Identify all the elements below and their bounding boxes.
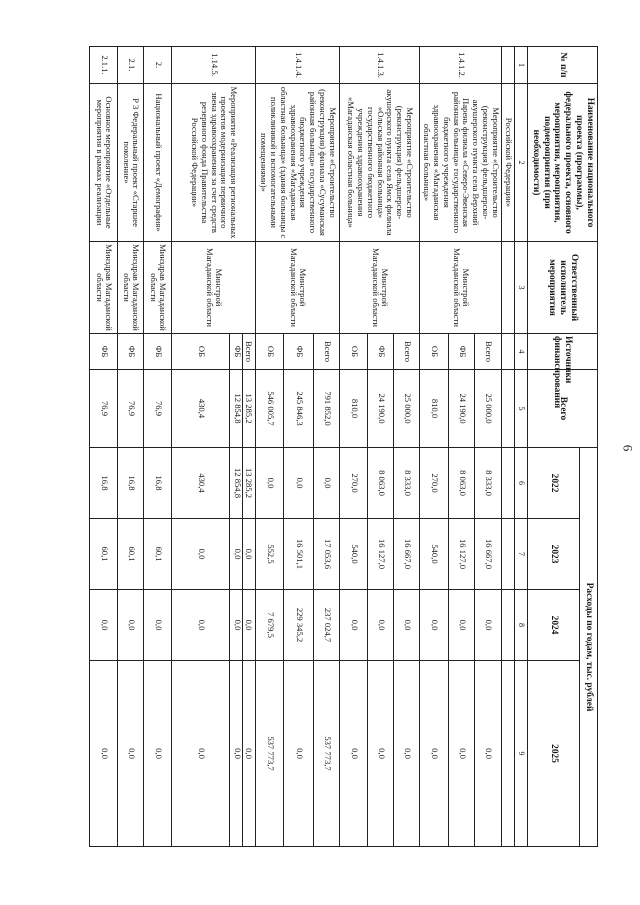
table-cell bbox=[502, 370, 515, 448]
row-2024: 0,0 bbox=[144, 590, 172, 661]
row-2024: 0,0 bbox=[448, 590, 475, 661]
row-source: ФБ bbox=[144, 334, 172, 370]
row-number: 1.4.1.4. bbox=[256, 47, 340, 84]
row-2025: 0,0 bbox=[172, 661, 230, 847]
table-row bbox=[314, 47, 340, 847]
row-total: 76,9 bbox=[144, 370, 172, 448]
row-total: 245 846,3 bbox=[284, 370, 314, 448]
row-2023: 17 053,6 bbox=[314, 519, 340, 590]
row-name: Р 3 Федеральный проект «Старшее поколение» bbox=[118, 84, 144, 242]
table-cell bbox=[502, 334, 515, 370]
row-2022: 430,4 bbox=[172, 448, 230, 519]
header-name: Наименование национального проекта (программы), федерального проекта, основного мероприятия, мероприятия, подмероприятия (при необходимости) bbox=[528, 84, 598, 242]
row-2022: 270,0 bbox=[420, 448, 449, 519]
row-2023: 552,5 bbox=[256, 519, 284, 590]
column-index: 3 bbox=[515, 242, 528, 334]
row-executor: Минздрав Магаданской области bbox=[118, 242, 144, 334]
row-source-split bbox=[230, 334, 256, 370]
row-source: Всего bbox=[394, 334, 420, 370]
column-index: 9 bbox=[515, 661, 528, 847]
row-2022: 0,0 bbox=[256, 448, 284, 519]
row-total: 12 854,8 bbox=[232, 370, 243, 447]
row-2022-split bbox=[230, 448, 256, 519]
row-2022: 13 285,2 bbox=[244, 467, 254, 499]
row-name-continued: Российской Федерации» bbox=[502, 84, 515, 242]
row-2025: 0,0 bbox=[90, 661, 118, 847]
row-2023: 60,1 bbox=[90, 519, 118, 590]
row-executor: Минздрав Магаданской области bbox=[144, 242, 172, 334]
table-cell bbox=[502, 47, 515, 84]
column-index: 7 bbox=[515, 519, 528, 590]
header-source: Источники финансирования bbox=[528, 334, 598, 370]
page-number: 6 bbox=[620, 444, 636, 452]
row-total: 76,9 bbox=[118, 370, 144, 448]
row-total: 76,9 bbox=[90, 370, 118, 448]
row-2025: 0,0 bbox=[475, 661, 502, 847]
row-2023: 0,0 bbox=[232, 519, 243, 589]
row-source: ФБ bbox=[118, 334, 144, 370]
header-year-2024: 2024 bbox=[528, 590, 580, 661]
table-cell bbox=[502, 519, 515, 590]
row-2022: 8 063,0 bbox=[368, 448, 394, 519]
row-source: ОБ bbox=[172, 334, 230, 370]
row-2024: 0,0 bbox=[244, 619, 254, 631]
row-2024: 0,0 bbox=[475, 590, 502, 661]
column-index: 2 bbox=[515, 84, 528, 242]
table-row bbox=[475, 47, 502, 847]
row-number: 2.1.1. bbox=[90, 47, 118, 84]
row-total: 810,0 bbox=[420, 370, 449, 448]
table-row bbox=[230, 47, 256, 847]
row-executor: Минздрав Магаданской области bbox=[90, 242, 118, 334]
column-index: 8 bbox=[515, 590, 528, 661]
row-executor: Минстрой Магаданской области bbox=[340, 242, 420, 334]
row-2024: 237 024,7 bbox=[314, 590, 340, 661]
table-row bbox=[90, 47, 118, 847]
row-total: 546 005,7 bbox=[256, 370, 284, 448]
table-cell bbox=[502, 590, 515, 661]
row-2025: 0,0 bbox=[144, 661, 172, 847]
row-2024: 0,0 bbox=[172, 590, 230, 661]
row-source: ОБ bbox=[256, 334, 284, 370]
row-2022: 16,8 bbox=[144, 448, 172, 519]
header-no: № п/п bbox=[528, 47, 598, 84]
row-2022: 8 063,0 bbox=[448, 448, 475, 519]
column-index: 4 bbox=[515, 334, 528, 370]
row-2024: 0,0 bbox=[232, 590, 243, 660]
row-2022: 16,8 bbox=[90, 448, 118, 519]
row-total: 13 285,2 bbox=[244, 393, 254, 424]
row-number: 2. bbox=[144, 47, 172, 84]
row-2024: 229 345,2 bbox=[284, 590, 314, 661]
row-source: Всего bbox=[475, 334, 502, 370]
row-executor: Минстрой Магаданской области bbox=[172, 242, 256, 334]
row-name: Основное мероприятие «Отдельные мероприятия в рамках реализации bbox=[90, 84, 118, 242]
row-total: 810,0 bbox=[340, 370, 368, 448]
row-2025: 0,0 bbox=[284, 661, 314, 847]
row-2025-split bbox=[230, 661, 256, 847]
row-total-split bbox=[230, 370, 256, 448]
row-2022: 8 333,0 bbox=[394, 448, 420, 519]
row-name: Мероприятие «Реализация региональных проектов модернизации первичного звена здравоохранения за счет средств резервного фонда Правительства Российской Федерации» bbox=[172, 84, 256, 242]
row-2023: 16 501,1 bbox=[284, 519, 314, 590]
row-2025: 0,0 bbox=[368, 661, 394, 847]
header-years-group: Расходы по годам, тыс. рублей bbox=[580, 448, 598, 847]
row-source: ОБ bbox=[340, 334, 368, 370]
row-2023-split bbox=[230, 519, 256, 590]
row-2023: 540,0 bbox=[340, 519, 368, 590]
row-2025: 0,0 bbox=[394, 661, 420, 847]
row-2023: 16 667,0 bbox=[394, 519, 420, 590]
header-year-2022: 2022 bbox=[528, 448, 580, 519]
row-2022: 8 333,0 bbox=[475, 448, 502, 519]
row-name: Мероприятие «Строительство (реконструкция) фельдшерско-акушерского пункта села Ямск филиала «Ольская районная больница» государственного бюджетного учреждения здравоохранения «Магаданская областная больница» bbox=[340, 84, 420, 242]
row-2025: 0,0 bbox=[232, 661, 243, 846]
row-2024: 0,0 bbox=[90, 590, 118, 661]
row-name: Национальный проект «Демография» bbox=[144, 84, 172, 242]
row-2023: 60,1 bbox=[144, 519, 172, 590]
row-total: 24 190,0 bbox=[368, 370, 394, 448]
row-2024: 0,0 bbox=[118, 590, 144, 661]
row-2023: 60,1 bbox=[118, 519, 144, 590]
row-total: 791 852,0 bbox=[314, 370, 340, 448]
header-executor: Ответственный исполнитель мероприятия bbox=[528, 242, 598, 334]
row-2024: 0,0 bbox=[340, 590, 368, 661]
row-2025: 0,0 bbox=[118, 661, 144, 847]
row-2023: 16 127,0 bbox=[448, 519, 475, 590]
row-executor: Минстрой Магаданской области bbox=[256, 242, 340, 334]
row-total: 25 000,0 bbox=[394, 370, 420, 448]
row-2024-split bbox=[230, 590, 256, 661]
row-source: ФБ bbox=[448, 334, 475, 370]
row-name: Мероприятие «Строительство (реконструкция) фельдшерско-акушерского пункта села Верхний Парень филиала «Северо-Эвенская районная больница» государственного бюджетного учреждения здравоохранения «Магаданская областная больница» bbox=[420, 84, 502, 242]
expenses-table bbox=[89, 46, 598, 847]
row-2022: 16,8 bbox=[118, 448, 144, 519]
row-2025: 537 773,7 bbox=[256, 661, 284, 847]
row-2024: 0,0 bbox=[420, 590, 449, 661]
row-2022: 0,0 bbox=[284, 448, 314, 519]
row-2023: 16 127,0 bbox=[368, 519, 394, 590]
row-2024: 0,0 bbox=[394, 590, 420, 661]
row-2022: 270,0 bbox=[340, 448, 368, 519]
column-index: 5 bbox=[515, 370, 528, 448]
row-source: Всего bbox=[314, 334, 340, 370]
row-2025: 0,0 bbox=[420, 661, 449, 847]
row-number: 1.4.1.2. bbox=[420, 47, 502, 84]
row-name: Мероприятие «Строительство (реконструкция) филиала «Сусуманская районная больница» государственного бюджетного учреждения здравоохранения «Магаданская областная больница» (здания больницы с поликлиникой и вспомогательными помещениями)» bbox=[256, 84, 340, 242]
row-total: 430,4 bbox=[172, 370, 230, 448]
row-2024: 7 679,5 bbox=[256, 590, 284, 661]
row-total: 25 000,0 bbox=[475, 370, 502, 448]
table-row bbox=[144, 47, 172, 847]
rotated-table-container bbox=[94, 46, 598, 846]
header-year-2023: 2023 bbox=[528, 519, 580, 590]
column-index: 1 bbox=[515, 47, 528, 84]
row-2023: 0,0 bbox=[244, 548, 254, 560]
row-2025: 0,0 bbox=[448, 661, 475, 847]
row-source: ФБ bbox=[232, 334, 243, 369]
table-cell bbox=[502, 242, 515, 334]
row-2025: 537 773,7 bbox=[314, 661, 340, 847]
row-number: 2.1. bbox=[118, 47, 144, 84]
row-source: ФБ bbox=[90, 334, 118, 370]
row-executor: Минстрой Магаданской области bbox=[420, 242, 502, 334]
table-row bbox=[394, 47, 420, 847]
header-total: Всего bbox=[528, 370, 598, 448]
row-2023: 16 667,0 bbox=[475, 519, 502, 590]
row-source: ФБ bbox=[284, 334, 314, 370]
row-source: Всего bbox=[244, 340, 254, 363]
row-source: ФБ bbox=[368, 334, 394, 370]
table-cell bbox=[502, 661, 515, 847]
table-row bbox=[118, 47, 144, 847]
table-cell bbox=[502, 448, 515, 519]
row-2024: 0,0 bbox=[368, 590, 394, 661]
row-total: 24 190,0 bbox=[448, 370, 475, 448]
row-2022: 0,0 bbox=[314, 448, 340, 519]
row-source: ОБ bbox=[420, 334, 449, 370]
row-2023: 540,0 bbox=[420, 519, 449, 590]
row-2025: 0,0 bbox=[340, 661, 368, 847]
row-number: 1.4.1.3. bbox=[340, 47, 420, 84]
header-year-2025: 2025 bbox=[528, 661, 580, 847]
row-number: 1.14.5. bbox=[172, 47, 256, 84]
row-2023: 0,0 bbox=[172, 519, 230, 590]
row-2025: 0,0 bbox=[244, 748, 254, 759]
row-2022: 12 854,8 bbox=[232, 448, 243, 518]
column-index: 6 bbox=[515, 448, 528, 519]
